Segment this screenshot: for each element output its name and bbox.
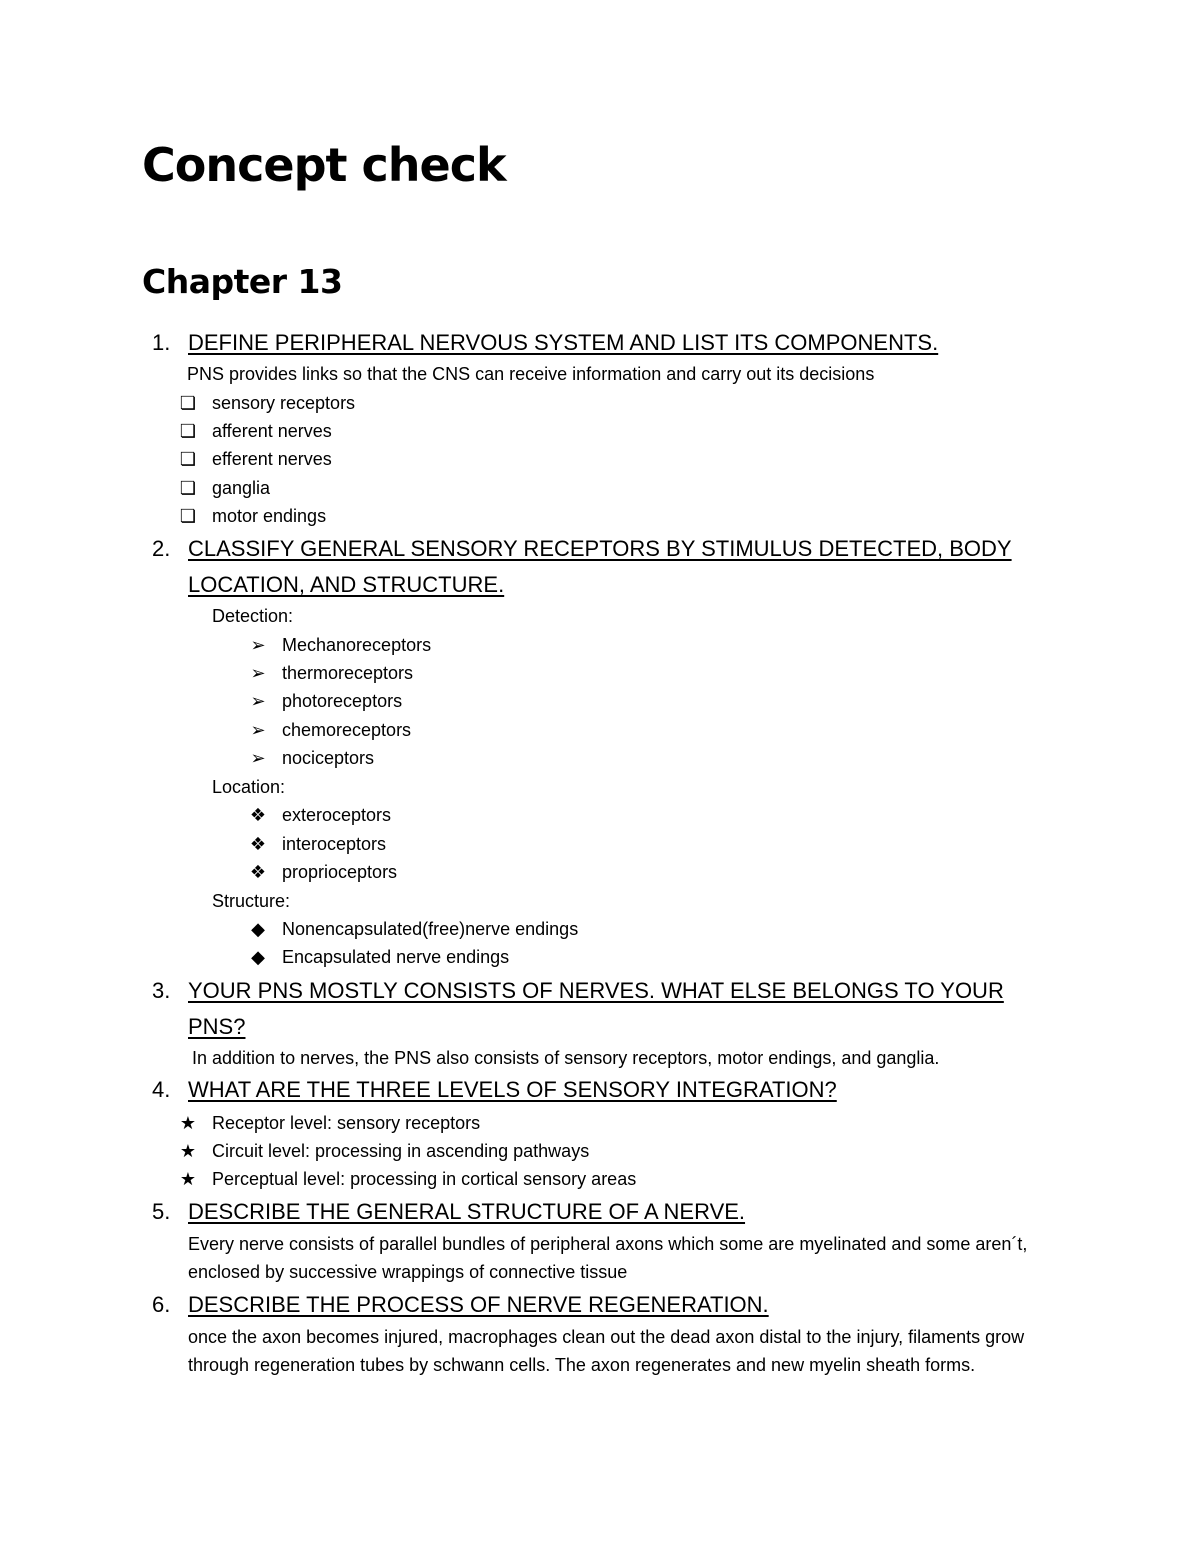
list-item: Receptor level: sensory receptors — [212, 1113, 481, 1133]
list-item: proprioceptors — [282, 862, 398, 882]
chapter-heading: Chapter 13 — [142, 262, 343, 301]
list-item: motor endings — [212, 506, 327, 526]
q6-answer-text: once the axon becomes injured, macrophages clean out the dead axon distal to the injury, filaments grow through regeneration tubes by schwann cells. The axon regenerates and new myelin sheath forms. — [188, 1327, 1025, 1375]
list-item: sensory receptors — [212, 393, 356, 413]
arrow-bullet-icon: ➢ — [250, 691, 266, 711]
question-5-heading: DESCRIBE THE GENERAL STRUCTURE OF A NERVE. — [188, 1199, 746, 1224]
list-item: thermoreceptors — [282, 663, 414, 683]
question-1-heading: DEFINE PERIPHERAL NERVOUS SYSTEM AND LIST ITS COMPONENTS. — [188, 330, 939, 355]
star-bullet-icon: ★ — [179, 1113, 197, 1133]
list-item: photoreceptors — [282, 691, 403, 711]
list-item: ganglia — [212, 478, 271, 498]
list-item: Nonencapsulated(free)nerve endings — [282, 919, 579, 939]
list-item: chemoreceptors — [282, 720, 412, 740]
q5-answer-text: Every nerve consists of parallel bundles of peripheral axons which some are myelinated and some aren´t, enclosed by successive wrappings of connective tissue — [188, 1234, 1028, 1282]
list-item: nociceptors — [282, 748, 375, 768]
list-item: afferent nerves — [212, 421, 332, 441]
checkbox-bullet-icon: ❏ — [179, 421, 197, 441]
solid-diamond-bullet-icon: ◆ — [251, 947, 265, 967]
question-number: 5. — [152, 1199, 171, 1224]
section-label: Location: — [212, 777, 286, 797]
question-6-heading: DESCRIBE THE PROCESS OF NERVE REGENERATION. — [188, 1292, 769, 1317]
section-label: Detection: — [212, 606, 294, 626]
page-title: Concept check — [142, 138, 506, 192]
list-item: exteroceptors — [282, 805, 392, 825]
question-2-heading: CLASSIFY GENERAL SENSORY RECEPTORS BY STIMULUS DETECTED, BODY LOCATION, AND STRUCTURE. — [188, 536, 1012, 597]
solid-diamond-bullet-icon: ◆ — [251, 919, 265, 939]
question-number: 6. — [152, 1292, 171, 1317]
checkbox-bullet-icon: ❏ — [179, 506, 197, 526]
list-item: Circuit level: processing in ascending pathways — [212, 1141, 590, 1161]
section-label: Structure: — [212, 891, 291, 911]
checkbox-bullet-icon: ❏ — [179, 478, 197, 498]
arrow-bullet-icon: ➢ — [250, 663, 266, 683]
list-item: efferent nerves — [212, 449, 332, 469]
diamond-bullet-icon: ❖ — [249, 862, 267, 882]
q1-intro-text: PNS provides links so that the CNS can receive information and carry out its decisions — [187, 364, 875, 384]
checkbox-bullet-icon: ❏ — [179, 449, 197, 469]
q3-answer-text: In addition to nerves, the PNS also consists of sensory receptors, motor endings, and ganglia. — [192, 1048, 940, 1068]
diamond-bullet-icon: ❖ — [249, 805, 267, 825]
question-3-heading: YOUR PNS MOSTLY CONSISTS OF NERVES. WHAT ELSE BELONGS TO YOUR PNS? — [188, 978, 1004, 1039]
list-item: Mechanoreceptors — [282, 635, 432, 655]
question-4-heading: WHAT ARE THE THREE LEVELS OF SENSORY INTEGRATION? — [188, 1077, 837, 1102]
star-bullet-icon: ★ — [179, 1169, 197, 1189]
question-number: 2. — [152, 536, 171, 561]
question-number: 4. — [152, 1077, 171, 1102]
list-item: Perceptual level: processing in cortical sensory areas — [212, 1169, 637, 1189]
list-item: interoceptors — [282, 834, 387, 854]
question-number: 1. — [152, 330, 171, 355]
star-bullet-icon: ★ — [179, 1141, 197, 1161]
list-item: Encapsulated nerve endings — [282, 947, 510, 967]
arrow-bullet-icon: ➢ — [250, 720, 266, 740]
arrow-bullet-icon: ➢ — [250, 748, 266, 768]
arrow-bullet-icon: ➢ — [250, 635, 266, 655]
checkbox-bullet-icon: ❏ — [179, 393, 197, 413]
question-number: 3. — [152, 978, 171, 1003]
diamond-bullet-icon: ❖ — [249, 834, 267, 854]
